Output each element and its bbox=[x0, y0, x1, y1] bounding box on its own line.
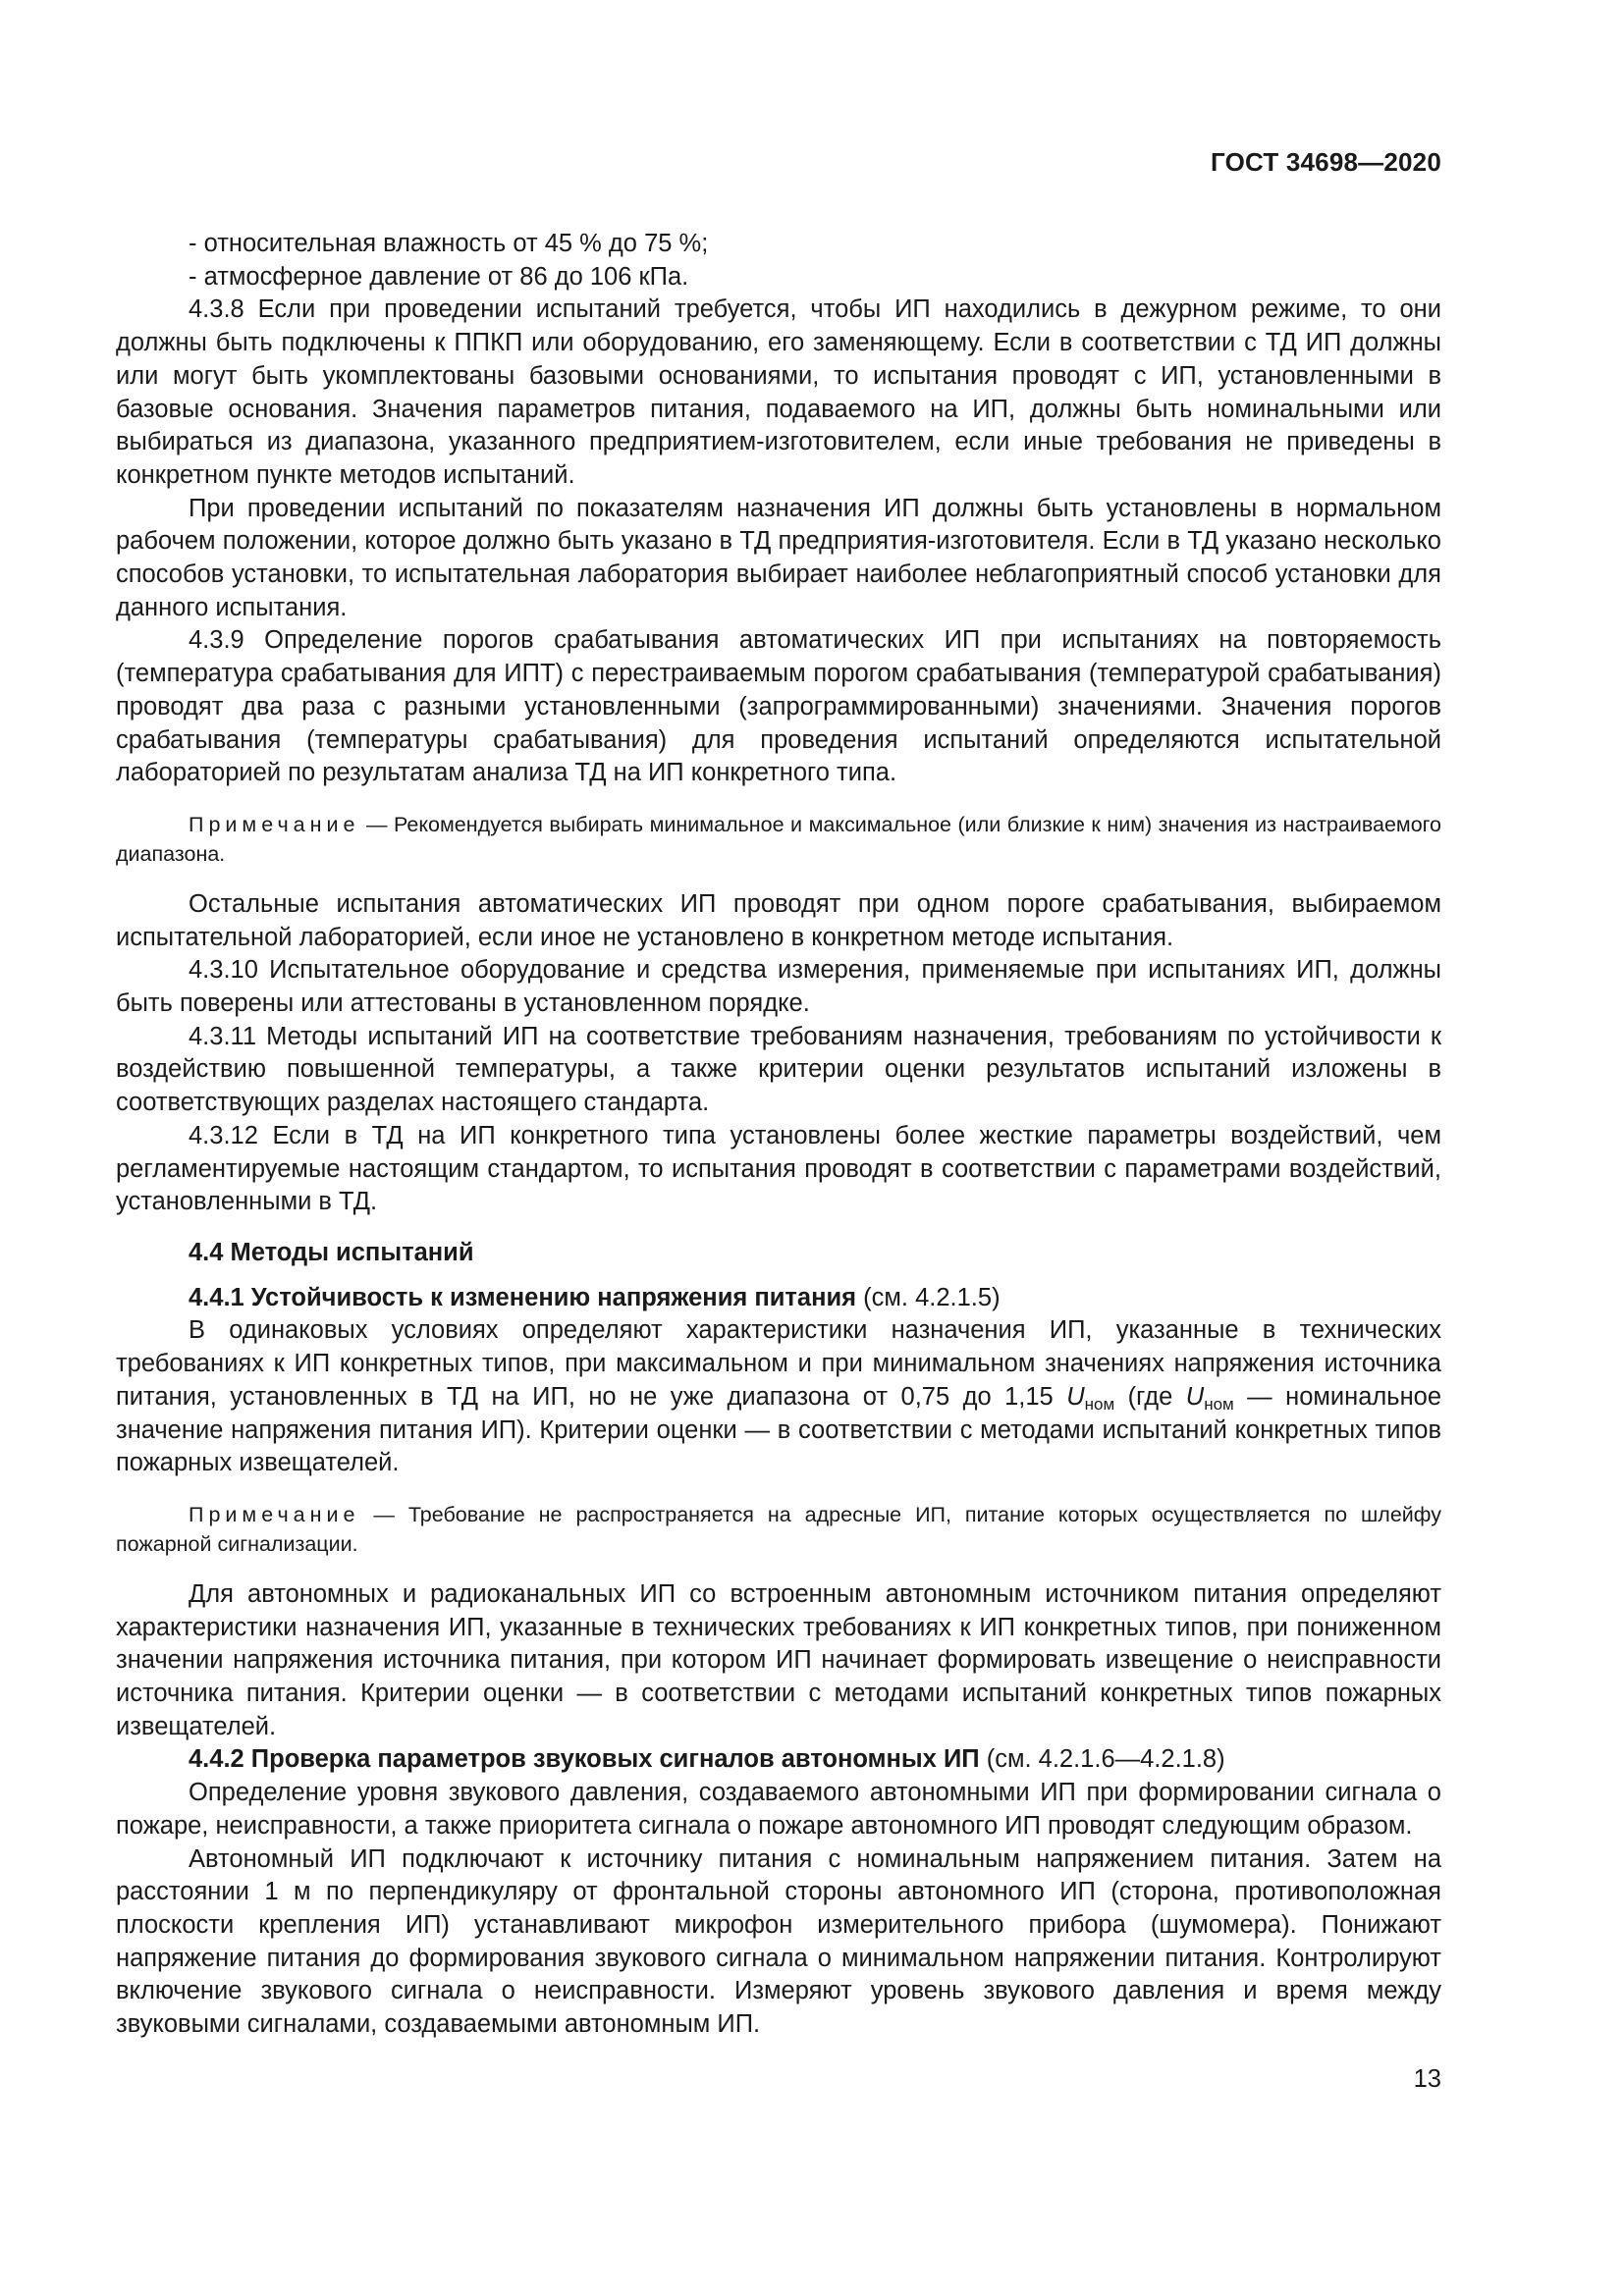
note-1 bbox=[116, 810, 1441, 869]
note-label: Примечание bbox=[189, 1502, 360, 1526]
paragraph-4-3-12: 4.3.12 Если в ТД на ИП конкретного типа установлены более жесткие параметры воздействий, чем регламентируемые настоящим стандартом, то испытания проводят в соответствии с параметрами воздействий, установленными в ТД. bbox=[116, 1121, 1441, 1216]
paragraph-4-4-2-b: Автономный ИП подключают к источнику питания с номинальным напряжением питания. Затем на расстоянии 1 м по перпендикуляру от фронтальной стороны автономного ИП (сторона, противоположная плоскости крепления ИП) устанавливают микрофон измерительного прибора (шумомера). Понижают напряжение питания до формирования звукового сигнала о минимальном напряжении питания. Контролируют включение звукового сигнала о неисправности. Измеряют уровень звукового давления и время между звуковыми сигналами, создаваемыми автономным ИП. bbox=[116, 1844, 1441, 2039]
subsection-heading-4-4-1 bbox=[116, 1282, 1441, 1315]
page-body bbox=[116, 228, 1441, 2042]
symbol-u: U bbox=[1066, 1382, 1085, 1411]
document-header: ГОСТ 34698—2020 bbox=[1211, 147, 1441, 177]
subscript-nom: ном bbox=[1204, 1394, 1234, 1414]
note-text: — Требование не распространяется на адресные ИП, питание которых осуществляется по шлейфу пожарной сигнализации. bbox=[116, 1502, 1441, 1556]
paragraph-4-3-9: 4.3.9 Определение порогов срабатывания автоматических ИП при испытаниях на повторяемость (температура срабатывания для ИПТ) с перестраиваемым порогом срабатывания (температурой срабатывания) проводят два раза с разными установленными (запрограммированными) значениями. Значения порогов срабатывания (температуры срабатывания) для проведения испытаний определяются испытательной лабораторией по результатам анализа ТД на ИП конкретного типа. bbox=[116, 626, 1441, 787]
symbol-u: U bbox=[1185, 1382, 1205, 1411]
paragraph-4-4-1 bbox=[116, 1314, 1441, 1480]
list-item: - относительная влажность от 45 % до 75 %; bbox=[189, 230, 709, 257]
paragraph-4-4-2-a: Определение уровня звукового давления, создаваемого автономными ИП при формировании сигнала о пожаре, неисправности, а также приоритета сигнала о пожаре автономного ИП проводят следующим образом. bbox=[116, 1779, 1441, 1840]
paragraph-4-3-9-cont: Остальные испытания автоматических ИП проводят при одном пороге срабатывания, выбираемом испытательной лабораторией, если иное не установлено в конкретном методе испытания. bbox=[116, 889, 1441, 951]
paragraph-4-3-8: 4.3.8 Если при проведении испытаний требуется, чтобы ИП находились в дежурном режиме, то они должны быть подключены к ППКП или оборудованию, его заменяющему. Если в соответствии с ТД ИП должны или могут быть укомплектованы базовыми основаниями, то испытания проводят с ИП, установленными в базовые основания. Значения параметров питания, подаваемого на ИП, должны быть номинальными или выбираться из диапазона, указанного предприятием-изготовителем, если иные требования не приведены в конкретном пункте методов испытаний. bbox=[116, 295, 1441, 489]
page-number: 13 bbox=[1413, 2065, 1441, 2093]
paragraph-4-3-8-cont: При проведении испытаний по показателям назначения ИП должны быть установлены в нормальном рабочем положении, которое должно быть указано в ТД предприятия-изготовителя. Если в ТД указано несколько способов установки, то испытательная лаборатория выбирает наиболее неблагоприятный способ установки для данного испытания. bbox=[116, 494, 1441, 621]
note-text: — Рекомендуется выбирать минимальное и максимальное (или близкие к ним) значения из настраиваемого диапазона. bbox=[116, 812, 1441, 866]
text-part: (где bbox=[1127, 1382, 1173, 1411]
subscript-nom: ном bbox=[1084, 1394, 1115, 1414]
list-item: - атмосферное давление от 86 до 106 кПа. bbox=[189, 262, 689, 291]
subsection-title: 4.4.1 Устойчивость к изменению напряжения питания bbox=[189, 1283, 857, 1311]
subsection-ref: (см. 4.2.1.5) bbox=[863, 1283, 1001, 1311]
text-part: — номинальное значение напряжения питания ИП). Критерии оценки — в соответствии с методами испытаний конкретных типов пожарных извещателей. bbox=[116, 1382, 1442, 1477]
section-heading-4-4: 4.4 Методы испытаний bbox=[189, 1238, 474, 1266]
note-label: Примечание bbox=[189, 812, 360, 836]
paragraph-4-3-11: 4.3.11 Методы испытаний ИП на соответствие требованиям назначения, требованиям по устойчивости к воздействию повышенной температуры, а также критерии оценки результатов испытаний изложены в соответствующих разделах настоящего стандарта. bbox=[116, 1022, 1441, 1117]
paragraph-4-4-1-cont: Для автономных и радиоканальных ИП со встроенным автономным источником питания определяют характеристики назначения ИП, указанные в технических требованиях к ИП конкретных типов, при пониженном значении напряжения источника питания, при котором ИП начинает формировать извещение о неисправности источника питания. Критерии оценки — в соответствии с методами испытаний конкретных типов пожарных извещателей. bbox=[116, 1579, 1441, 1740]
subsection-ref: (см. 4.2.1.6—4.2.1.8) bbox=[986, 1745, 1225, 1774]
subsection-title: 4.4.2 Проверка параметров звуковых сигналов автономных ИП bbox=[189, 1745, 980, 1774]
note-2 bbox=[116, 1500, 1441, 1559]
text-part: В одинаковых условиях определяют характеристики назначения ИП, указанные в технических требованиях к ИП конкретных типов, при максимальном и при минимальном значениях напряжения источника питания, установленных в ТД на ИП, но не уже диапазона от 0,75 до 1,15 bbox=[116, 1316, 1441, 1411]
subsection-heading-4-4-2 bbox=[116, 1743, 1441, 1777]
paragraph-4-3-10: 4.3.10 Испытательное оборудование и средства измерения, применяемые при испытаниях ИП, должны быть поверены или аттестованы в установленном порядке. bbox=[116, 956, 1441, 1018]
